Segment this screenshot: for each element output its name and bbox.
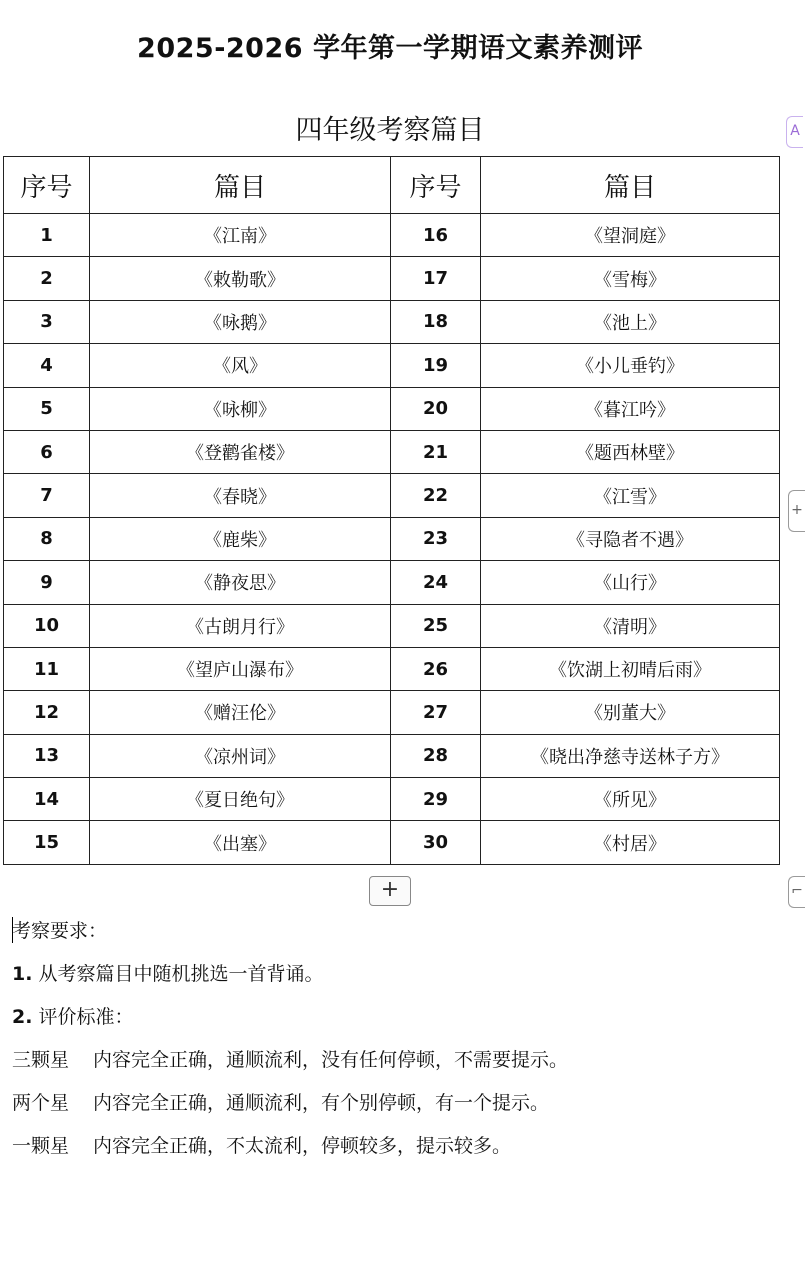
table-row bbox=[4, 517, 780, 560]
criteria-desc: 内容完全正确，通顺流利，没有任何停顿，不需要提示。 bbox=[93, 1049, 569, 1071]
criteria-desc: 内容完全正确，通顺流利，有个别停顿，有一个提示。 bbox=[93, 1092, 550, 1114]
poem-title-cell: 《咏鹅》 bbox=[90, 300, 391, 343]
poem-title-cell: 《古朗月行》 bbox=[90, 604, 391, 647]
poem-index-cell: 1 bbox=[4, 214, 90, 257]
document-subtitle: 四年级考察篇目 bbox=[295, 115, 485, 146]
poem-index-cell: 11 bbox=[4, 647, 90, 690]
table-row bbox=[4, 257, 780, 300]
add-row-button[interactable]: + bbox=[369, 876, 411, 906]
header-index-right: 序号 bbox=[391, 157, 481, 214]
criteria-row bbox=[12, 1131, 511, 1158]
poem-title-cell: 《望庐山瀑布》 bbox=[90, 647, 391, 690]
poem-index-cell: 3 bbox=[4, 300, 90, 343]
poem-title-cell: 《饮湖上初晴后雨》 bbox=[481, 647, 780, 690]
requirement-item-2 bbox=[12, 1002, 134, 1029]
poem-index-cell: 9 bbox=[4, 561, 90, 604]
poem-index-cell: 8 bbox=[4, 517, 90, 560]
poem-index-cell: 23 bbox=[391, 517, 481, 560]
poem-index-cell: 26 bbox=[391, 647, 481, 690]
requirement-item-1 bbox=[12, 959, 324, 986]
table-row bbox=[4, 344, 780, 387]
poem-index-cell: 5 bbox=[4, 387, 90, 430]
poem-title-cell: 《晓出净慈寺送林子方》 bbox=[481, 734, 780, 777]
table-row bbox=[4, 647, 780, 690]
poem-title-cell: 《江雪》 bbox=[481, 474, 780, 517]
poem-title-cell: 《敕勒歌》 bbox=[90, 257, 391, 300]
poem-title-cell: 《村居》 bbox=[481, 821, 780, 864]
poem-title-cell: 《凉州词》 bbox=[90, 734, 391, 777]
poem-index-cell: 19 bbox=[391, 344, 481, 387]
poem-index-cell: 25 bbox=[391, 604, 481, 647]
table-row bbox=[4, 300, 780, 343]
poem-index-cell: 7 bbox=[4, 474, 90, 517]
poem-title-cell: 《江南》 bbox=[90, 214, 391, 257]
table-row bbox=[4, 214, 780, 257]
table-row bbox=[4, 821, 780, 864]
poem-index-cell: 17 bbox=[391, 257, 481, 300]
poem-title-cell: 《赠汪伦》 bbox=[90, 691, 391, 734]
criteria-row bbox=[12, 1088, 549, 1115]
poem-index-cell: 16 bbox=[391, 214, 481, 257]
poem-title-cell: 《望洞庭》 bbox=[481, 214, 780, 257]
criteria-row bbox=[12, 1045, 568, 1072]
poem-title-cell: 《寻隐者不遇》 bbox=[481, 517, 780, 560]
table-body bbox=[4, 214, 780, 865]
header-index-left: 序号 bbox=[4, 157, 90, 214]
poem-title-cell: 《暮江吟》 bbox=[481, 387, 780, 430]
table-row bbox=[4, 691, 780, 734]
poem-index-cell: 28 bbox=[391, 734, 481, 777]
poem-title-cell: 《登鹳雀楼》 bbox=[90, 430, 391, 473]
poem-title-cell: 《静夜思》 bbox=[90, 561, 391, 604]
table-row bbox=[4, 561, 780, 604]
poem-index-cell: 29 bbox=[391, 778, 481, 821]
header-title-left: 篇目 bbox=[90, 157, 391, 214]
poem-index-cell: 2 bbox=[4, 257, 90, 300]
poem-title-cell: 《所见》 bbox=[481, 778, 780, 821]
poem-index-cell: 14 bbox=[4, 778, 90, 821]
poem-title-cell: 《清明》 bbox=[481, 604, 780, 647]
requirements-heading: 考察要求： bbox=[12, 920, 108, 942]
poem-index-cell: 27 bbox=[391, 691, 481, 734]
poem-index-cell: 12 bbox=[4, 691, 90, 734]
criteria-level: 两个星 bbox=[12, 1092, 70, 1114]
table-header-row bbox=[4, 157, 780, 214]
poem-index-cell: 10 bbox=[4, 604, 90, 647]
poem-title-cell: 《出塞》 bbox=[90, 821, 391, 864]
table-row bbox=[4, 430, 780, 473]
table-row bbox=[4, 387, 780, 430]
poem-title-cell: 《雪梅》 bbox=[481, 257, 780, 300]
poem-index-cell: 6 bbox=[4, 430, 90, 473]
side-collapse-handle[interactable]: + bbox=[788, 490, 805, 532]
poem-index-cell: 13 bbox=[4, 734, 90, 777]
requirement-item-1-number: 1. bbox=[12, 963, 33, 985]
document-title: 2025-2026 学年第一学期语文素养测评 bbox=[137, 33, 643, 64]
table-row bbox=[4, 474, 780, 517]
poem-title-cell: 《风》 bbox=[90, 344, 391, 387]
poem-title-cell: 《春晓》 bbox=[90, 474, 391, 517]
criteria-desc: 内容完全正确，不太流利，停顿较多，提示较多。 bbox=[93, 1135, 512, 1157]
table-row bbox=[4, 734, 780, 777]
poem-index-cell: 20 bbox=[391, 387, 481, 430]
poem-index-cell: 4 bbox=[4, 344, 90, 387]
ai-assistant-icon[interactable]: A bbox=[786, 116, 803, 148]
poem-index-cell: 21 bbox=[391, 430, 481, 473]
table-row bbox=[4, 778, 780, 821]
poem-title-cell: 《别董大》 bbox=[481, 691, 780, 734]
poem-index-cell: 22 bbox=[391, 474, 481, 517]
poem-title-cell: 《题西林壁》 bbox=[481, 430, 780, 473]
poem-list-table bbox=[3, 156, 780, 865]
table-row bbox=[4, 604, 780, 647]
poem-title-cell: 《小儿垂钓》 bbox=[481, 344, 780, 387]
poem-title-cell: 《山行》 bbox=[481, 561, 780, 604]
poem-title-cell: 《夏日绝句》 bbox=[90, 778, 391, 821]
poem-index-cell: 15 bbox=[4, 821, 90, 864]
requirement-item-1-text: 从考察篇目中随机挑选一首背诵。 bbox=[38, 963, 324, 985]
poem-index-cell: 18 bbox=[391, 300, 481, 343]
criteria-level: 三颗星 bbox=[12, 1049, 70, 1071]
requirement-item-2-text: 评价标准： bbox=[38, 1006, 134, 1028]
poem-title-cell: 《咏柳》 bbox=[90, 387, 391, 430]
poem-index-cell: 24 bbox=[391, 561, 481, 604]
poem-index-cell: 30 bbox=[391, 821, 481, 864]
requirement-item-2-number: 2. bbox=[12, 1006, 33, 1028]
poem-title-cell: 《鹿柴》 bbox=[90, 517, 391, 560]
side-comment-handle[interactable]: ⌐ bbox=[788, 876, 805, 908]
header-title-right: 篇目 bbox=[481, 157, 780, 214]
criteria-level: 一颗星 bbox=[12, 1135, 70, 1157]
poem-title-cell: 《池上》 bbox=[481, 300, 780, 343]
